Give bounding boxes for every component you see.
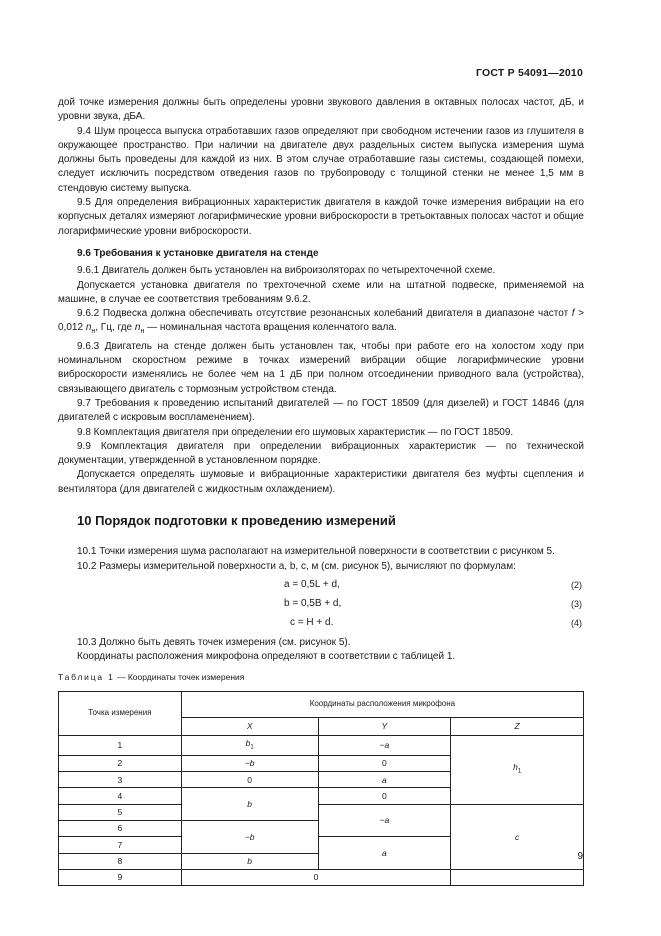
formula-text: c = H + d. bbox=[290, 616, 334, 628]
table-row: 3 0 a bbox=[59, 772, 584, 788]
paragraph-9-9-note: Допускается определять шумовые и вибрационные характеристики двигателя без муфты сцепления и вентилятора (для двигателей с жидкостным охлаждением). bbox=[58, 469, 584, 495]
cell-z-c: c bbox=[451, 804, 584, 869]
paragraph-9-5: 9.5 Для определения вибрационных характеристик двигателя в каждой точке измерения вибрации на его корпусных деталях измеряют логарифмические уровни виброскорости в третьоктавных полосах частот и общие логарифмические уровни виброскорости. bbox=[58, 197, 584, 237]
header-z: Z bbox=[451, 717, 584, 735]
table-row: 7 a bbox=[59, 837, 584, 853]
heading-9-6: 9.6 Требования к установке двигателя на стенде bbox=[77, 247, 319, 259]
page-number: 9 bbox=[577, 851, 583, 862]
paragraph-10-2: 10.2 Размеры измерительной поверхности a, b, c, м (см. рисунок 5), вычисляют по формулам: bbox=[77, 560, 516, 572]
formula-number: (2) bbox=[571, 579, 582, 590]
formula-number: (3) bbox=[571, 598, 582, 609]
paragraph-9-8: 9.8 Комплектация двигателя при определении его шумовых характеристик — по ГОСТ 18509. bbox=[77, 426, 514, 438]
table-row: 9 0 bbox=[59, 869, 584, 885]
paragraph-9-7: 9.7 Требования к проведению испытаний двигателей — по ГОСТ 18509 (для дизелей) и ГОСТ 14846 (для двигателей с искровым воспламенением). bbox=[58, 397, 584, 424]
paragraph-9-6-1-note: Допускается установка двигателя по трехточечной схеме или на штатной подвеске, применяемой на машине, в случае ее соответствия требованиям 9.6.2. bbox=[58, 279, 584, 305]
coordinates-table bbox=[58, 691, 584, 886]
paragraph-9-6-2: 9.6.2 Подвеска должна обеспечивать отсутствие резонансных колебаний двигателя в диапазоне частот f > 0,012 $n_н$, Гц, где $n_н$ — номинальная частота вращения коленчатого вала. bbox=[58, 308, 584, 336]
formula-text: b = 0,5B + d, bbox=[284, 597, 342, 609]
header-coordinates: Координаты расположения микрофона bbox=[181, 691, 583, 717]
formula-4 bbox=[58, 615, 584, 634]
header-y: Y bbox=[318, 717, 451, 735]
table-row: 8 b bbox=[59, 853, 584, 869]
paragraph-10-3: 10.3 Должно быть девять точек измерения (см. рисунок 5). bbox=[77, 636, 351, 648]
paragraph-9-4: 9.4 Шум процесса выпуска отработавших газов определяют при свободном истечении газов из глушителя в окружающее пространство. При наличии на двигателе двух раздельных систем выпуска измерения шума должны быть проведены для каждой из них. В этом случае отработавшие газы системы, создающей помехи, следует исключить посредством отведения газов по трубопроводу с толщиной стенки не менее 1,5 мм в стендовую систему выпуска. bbox=[58, 125, 584, 194]
table-row: 2 −b 0 bbox=[59, 755, 584, 771]
paragraph-10-3-note: Координаты расположения микрофона определяют в соответствии с таблицей 1. bbox=[77, 651, 456, 663]
table-row: 1 $b_1$ −a $h_1$ bbox=[59, 735, 584, 755]
header-point: Точка измерения bbox=[59, 691, 182, 735]
paragraph-9-6-3: 9.6.3 Двигатель на стенде должен быть установлен так, чтобы при работе его на холостом ходу при номинальном скоростном режиме в точках измерений вибрации общие логарифмические уровни виброскорости изменялись не более чем на 1 дБ при полном отсоединении приводного вала (устройства), связывающего двигатель с тормозным устройством стенда. bbox=[58, 340, 584, 395]
cell-z-h1: $h_1$ bbox=[451, 735, 584, 804]
table-row: 6 −b bbox=[59, 820, 584, 836]
formula-text: a = 0,5L + d, bbox=[284, 578, 340, 590]
paragraph-10-1: 10.1 Точки измерения шума располагают на измерительной поверхности в соответствии с рисунком 5. bbox=[77, 546, 555, 558]
section-10-heading: 10 Порядок подготовки к проведению измерений bbox=[77, 513, 396, 529]
formula-number: (4) bbox=[571, 617, 582, 628]
table-caption: Таблица 1 — Координаты точек измерения bbox=[58, 671, 245, 682]
paragraph-9-9: 9.9 Комплектация двигателя при определении вибрационных характеристик — по технической документации, утвержденной в установленном порядке. bbox=[58, 440, 584, 467]
formula-2 bbox=[58, 577, 584, 596]
header-x: X bbox=[181, 717, 318, 735]
table-row: 4 b 0 bbox=[59, 788, 584, 804]
paragraph-continuation: дой точке измерения должны быть определены уровни звукового давления в октавных полосах частот, дБ, и уровни звука, дБА. bbox=[58, 97, 584, 123]
standard-header: ГОСТ Р 54091—2010 bbox=[475, 67, 583, 79]
paragraph-9-6-1: 9.6.1 Двигатель должен быть установлен на виброизоляторах по четырехточечной схеме. bbox=[77, 265, 496, 277]
document-body bbox=[58, 96, 584, 886]
table-row: 5 −a c bbox=[59, 804, 584, 820]
formula-3 bbox=[58, 596, 584, 615]
